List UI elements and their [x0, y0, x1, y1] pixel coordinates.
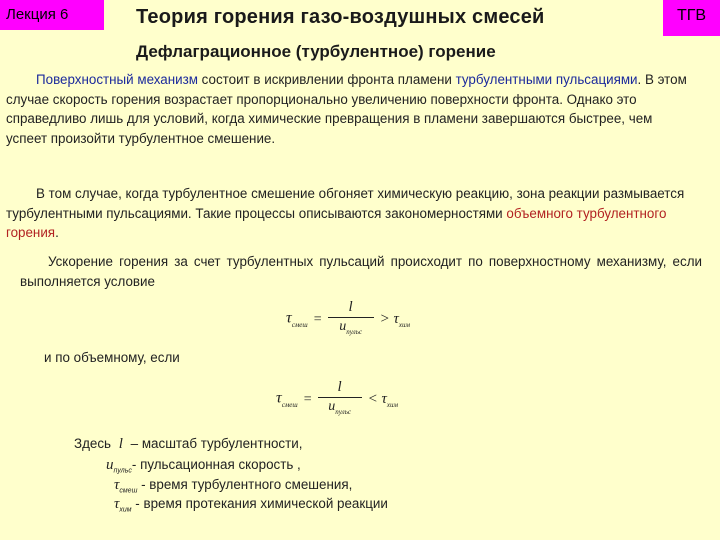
formula-volume-condition: $\tau_{смеш}$ = $\frac{l}{u_{пульс}}$ < $\tau_{хим}$	[276, 379, 398, 416]
term-volume-combustion: объемного турбулентного горения	[6, 205, 667, 241]
paragraph-volume-condition: и по объемному, если	[44, 350, 180, 365]
legend-reaction-time: $\tau_{хим}$ - время протекания химической реакции	[114, 496, 388, 514]
term-surface-mechanism: Поверхностный механизм	[36, 72, 198, 87]
paragraph-condition: Ускорение горения за счет турбулентных пульсаций происходит по поверхностному механизму, если выполняется условие	[20, 254, 702, 289]
legend-pulsation-velocity: $u_{пульс}-$ пульсационная скорость ,	[106, 457, 301, 475]
page-title: Теория горения газо-воздушных смесей	[136, 6, 545, 28]
paragraph-surface-mechanism: Поверхностный механизм состоит в искривлении фронта пламени турбулентными пульсациями. В этом случае скорость горения возрастает пропорционально увеличению поверхности фронта. Однако это справедливо лишь для условий, когда химические превращения в пламени завершаются быстрее, чем успеет произойти турбулентное смешение.	[6, 72, 687, 146]
lecture-badge: Лекция 6	[0, 0, 104, 30]
paragraph-volume-combustion: В том случае, когда турбулентное смешение обгоняет химическую реакцию, зона реакции размывается турбулентными пульсациями. Такие процессы описываются закономерностями объемного турбулентного горения.	[6, 186, 685, 241]
legend-scale: Здесь l – масштаб турбулентности,	[74, 436, 303, 452]
course-badge: ТГВ	[663, 0, 720, 36]
term-pulsations: пульсациями	[555, 72, 638, 87]
page-subtitle: Дефлаграционное (турбулентное) горение	[136, 42, 496, 61]
term-turbulent: турбулентными	[455, 72, 553, 87]
formula-surface-condition: $\tau_{смеш}$ = $\frac{l}{u_{пульс}}$ > $\tau_{хим}$	[286, 299, 410, 336]
legend-mixing-time: $\tau_{смеш}$ - время турбулентного смешения,	[114, 477, 353, 495]
